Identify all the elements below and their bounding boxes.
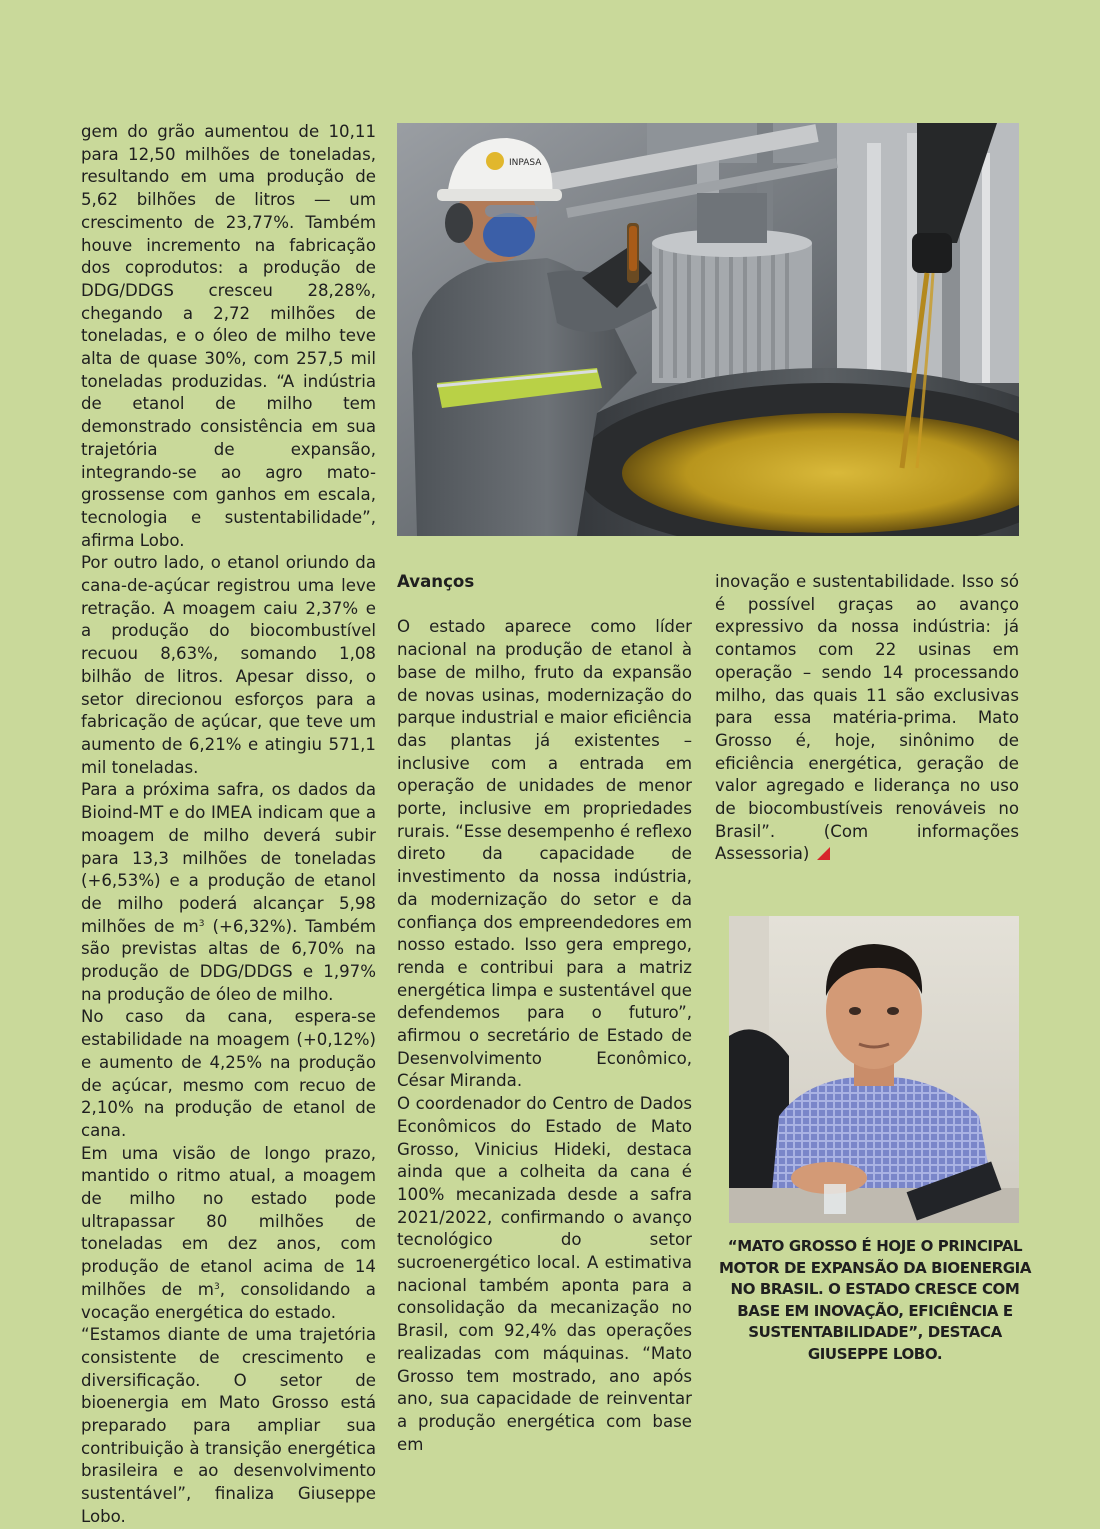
paragraph: Por outro lado, o etanol oriundo da cana-de-açúcar registrou uma leve retração. A moagem caiu 2,37% e a produção do biocombustível recuou 8,63%, somando 1,08 bilhão de litros. Apesar disso, o setor direcionou esforços para a fabricação de açúcar, que teve um aumento de 6,21% e atingiu 571,1 mil toneladas. — [81, 553, 376, 777]
paragraph: gem do grão aumentou de 10,11 para 12,50 milhões de toneladas, resultando em uma produção de 5,62 bilhões de litros — um crescimento de 23,77%. Também houve incremento na fabricação dos coprodutos: a produção de DDG/DDGS cresceu 28,28%, chegando a 2,72 milhões de toneladas, e o óleo de milho teve alta de quase 30%, com 257,5 mil toneladas produzidas. “A indústria de etanol de milho tem demonstrado consistência em sua trajetória de expansão, integrando-se ao agro mato-grossense com ganhos em escala, tecnologia e sustentabilidade”, afirma Lobo. — [81, 122, 376, 550]
section-heading: Avanços — [397, 572, 475, 591]
article-column-3 — [715, 571, 1019, 866]
paragraph: Em uma visão de longo prazo, mantido o ritmo atual, a moagem de milho no estado pode ultrapassar 80 milhões de toneladas em dez anos, com produção de etanol acima de 14 milhões de $m^3$, consolidando a vocação energética do estado. — [81, 1143, 376, 1322]
paragraph: O coordenador do Centro de Dados Econômicos do Estado de Mato Grosso, Vinicius Hideki, destaca ainda que a colheita da cana é 100% mecanizada desde a safra 2021/2022, confirmando o avanço tecnológico do setor sucroenergético local. A estimativa nacional também aponta para a consolidação da mecanização no Brasil, com 92,4% das operações realizadas com máquinas. “Mato Grosso tem mostrado, ano após ano, sua capacidade de reinventar a produção energética com base em — [397, 1094, 692, 1454]
ethanol-plant-worker-photo — [397, 123, 1019, 536]
end-of-article-mark-icon — [817, 847, 830, 860]
paragraph: O estado aparece como líder nacional na produção de etanol à base de milho, fruto da expansão de novas usinas, modernização do parque industrial e maior eficiência das plantas já existentes – inclusive com a entrada em operação de unidades de menor porte, inclusive em propriedades rurais. “Esse desempenho é reflexo direto da capacidade de investimento da nossa indústria, da modernização do setor e da confiança dos empreendedores em nosso estado. Isso gera emprego, renda e contribui para a matriz energética limpa e sustentável que defendemos para o futuro”, afirmou o secretário de Estado de Desenvolvimento Econômico, César Miranda. — [397, 617, 692, 1091]
article-column-2 — [397, 571, 692, 1456]
giuseppe-lobo-portrait-photo — [729, 916, 1019, 1223]
paragraph: inovação e sustentabilidade. Isso só é possível graças ao avanço expressivo da nossa indústria: já contamos com 22 usinas em operação – sendo 14 processando milho, das quais 11 são exclusivas para essa matéria-prima. Mato Grosso é, hoje, sinônimo de eficiência energética, geração de valor agregado e liderança no uso de biocombustíveis renováveis no Brasil”. (Com informações Assessoria) — [715, 572, 1019, 864]
paragraph: “Estamos diante de uma trajetória consistente de crescimento e diversificação. O setor de bioenergia em Mato Grosso está preparado para ampliar sua contribuição à transição energética brasileira e ao desenvolvimento sustentável”, finaliza Giuseppe Lobo. — [81, 1325, 376, 1526]
photo-caption: “MATO GROSSO É HOJE O PRINCIPAL MOTOR DE EXPANSÃO DA BIOENERGIA NO BRASIL. O ESTADO CRESCE COM BASE EM INOVAÇÃO, EFICIÊNCIA E SUSTENTABILIDADE”, DESTACA GIUSEPPE LOBO. — [718, 1237, 1032, 1363]
paragraph: Para a próxima safra, os dados da Bioind-MT e do IMEA indicam que a moagem de milho deverá subir para 13,3 milhões de toneladas (+6,53%) e a produção de etanol de milho poderá alcançar 5,98 milhões de $m^3$ (+6,32%). Também são previstas altas de 6,70% na produção de DDG/DDGS e 1,97% na produção de óleo de milho. — [81, 780, 376, 1004]
helmet-logo-text: INPASA — [509, 158, 542, 168]
article-column-1 — [81, 121, 376, 1529]
paragraph: No caso da cana, espera-se estabilidade na moagem (+0,12%) e aumento de 4,25% na produção de açúcar, mesmo com recuo de 2,10% na produção de etanol de cana. — [81, 1007, 376, 1140]
